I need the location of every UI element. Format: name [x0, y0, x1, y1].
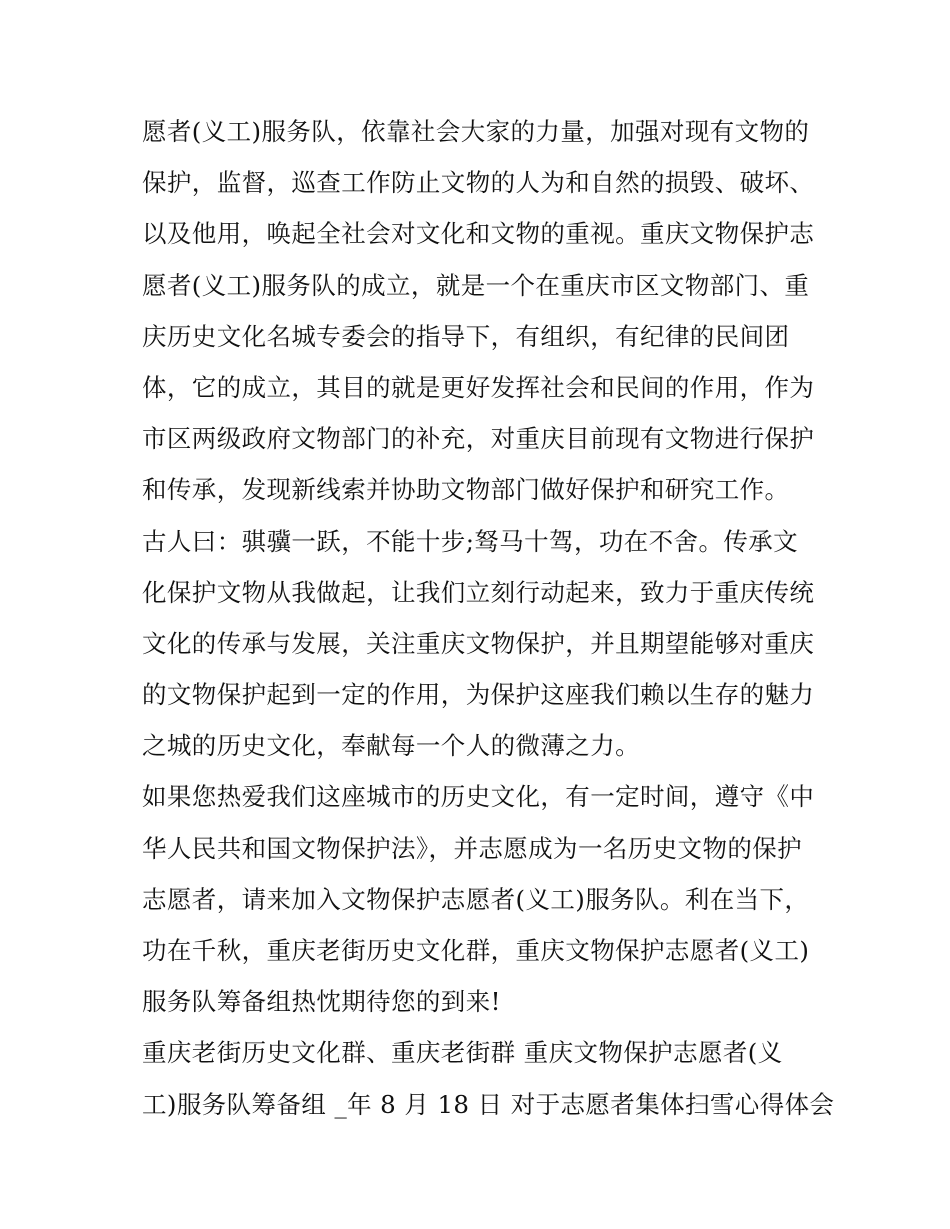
text-line: 如果您热爱我们这座城市的历史文化，有一定时间，遵守《中	[142, 782, 815, 812]
text-line: 愿者(义工)服务队，依靠社会大家的力量，加强对现有文物的	[142, 117, 810, 146]
text-line: 庆历史文化名城专委会的指导下，有组织，有纪律的民间团	[142, 321, 790, 351]
text-line: 功在千秋，重庆老街历史文化群，重庆文物保护志愿者(义工)	[142, 936, 810, 965]
text-line: 愿者(义工)服务队的成立，就是一个在重庆市区文物部门、重	[142, 270, 810, 300]
text-line: 市区两级政府文物部门的补充，对重庆目前现有文物进行保护	[142, 424, 815, 454]
text-line: 重庆老街历史文化群、重庆老街群 重庆文物保护志愿者(义	[142, 1038, 783, 1068]
text-line: 化保护文物从我做起，让我们立刻行动起来，致力于重庆传统	[142, 577, 815, 607]
text-line: 保护，监督，巡查工作防止文物的人为和自然的损毁、破坏、	[142, 168, 815, 198]
text-line: 工)服务队筹备组 _年 8 月 18 日 对于志愿者集体扫雪心得体会	[142, 1089, 835, 1119]
text-line: 体，它的成立，其目的就是更好发挥社会和民间的作用，作为	[142, 372, 815, 402]
document-body	[142, 106, 835, 1130]
text-line: 华人民共和国文物保护法》，并志愿成为一名历史文物的保护	[142, 833, 803, 863]
text-line: 服务队筹备组热忱期待您的到来!	[142, 987, 501, 1017]
text-line: 志愿者，请来加入文物保护志愿者(义工)服务队。利在当下，	[142, 884, 810, 914]
text-line: 之城的历史文化，奉献每一个人的微薄之力。	[142, 731, 640, 761]
text-line: 文化的传承与发展，关注重庆文物保护，并且期望能够对重庆	[142, 628, 815, 658]
text-line: 古人曰：骐骥一跃，不能十步;驽马十驾，功在不舍。传承文	[142, 526, 799, 556]
text-line: 以及他用，唤起全社会对文化和文物的重视。重庆文物保护志	[142, 219, 815, 249]
text-line: 的文物保护起到一定的作用，为保护这座我们赖以生存的魅力	[142, 680, 815, 710]
text-line: 和传承，发现新线索并协助文物部门做好保护和研究工作。	[142, 475, 790, 505]
